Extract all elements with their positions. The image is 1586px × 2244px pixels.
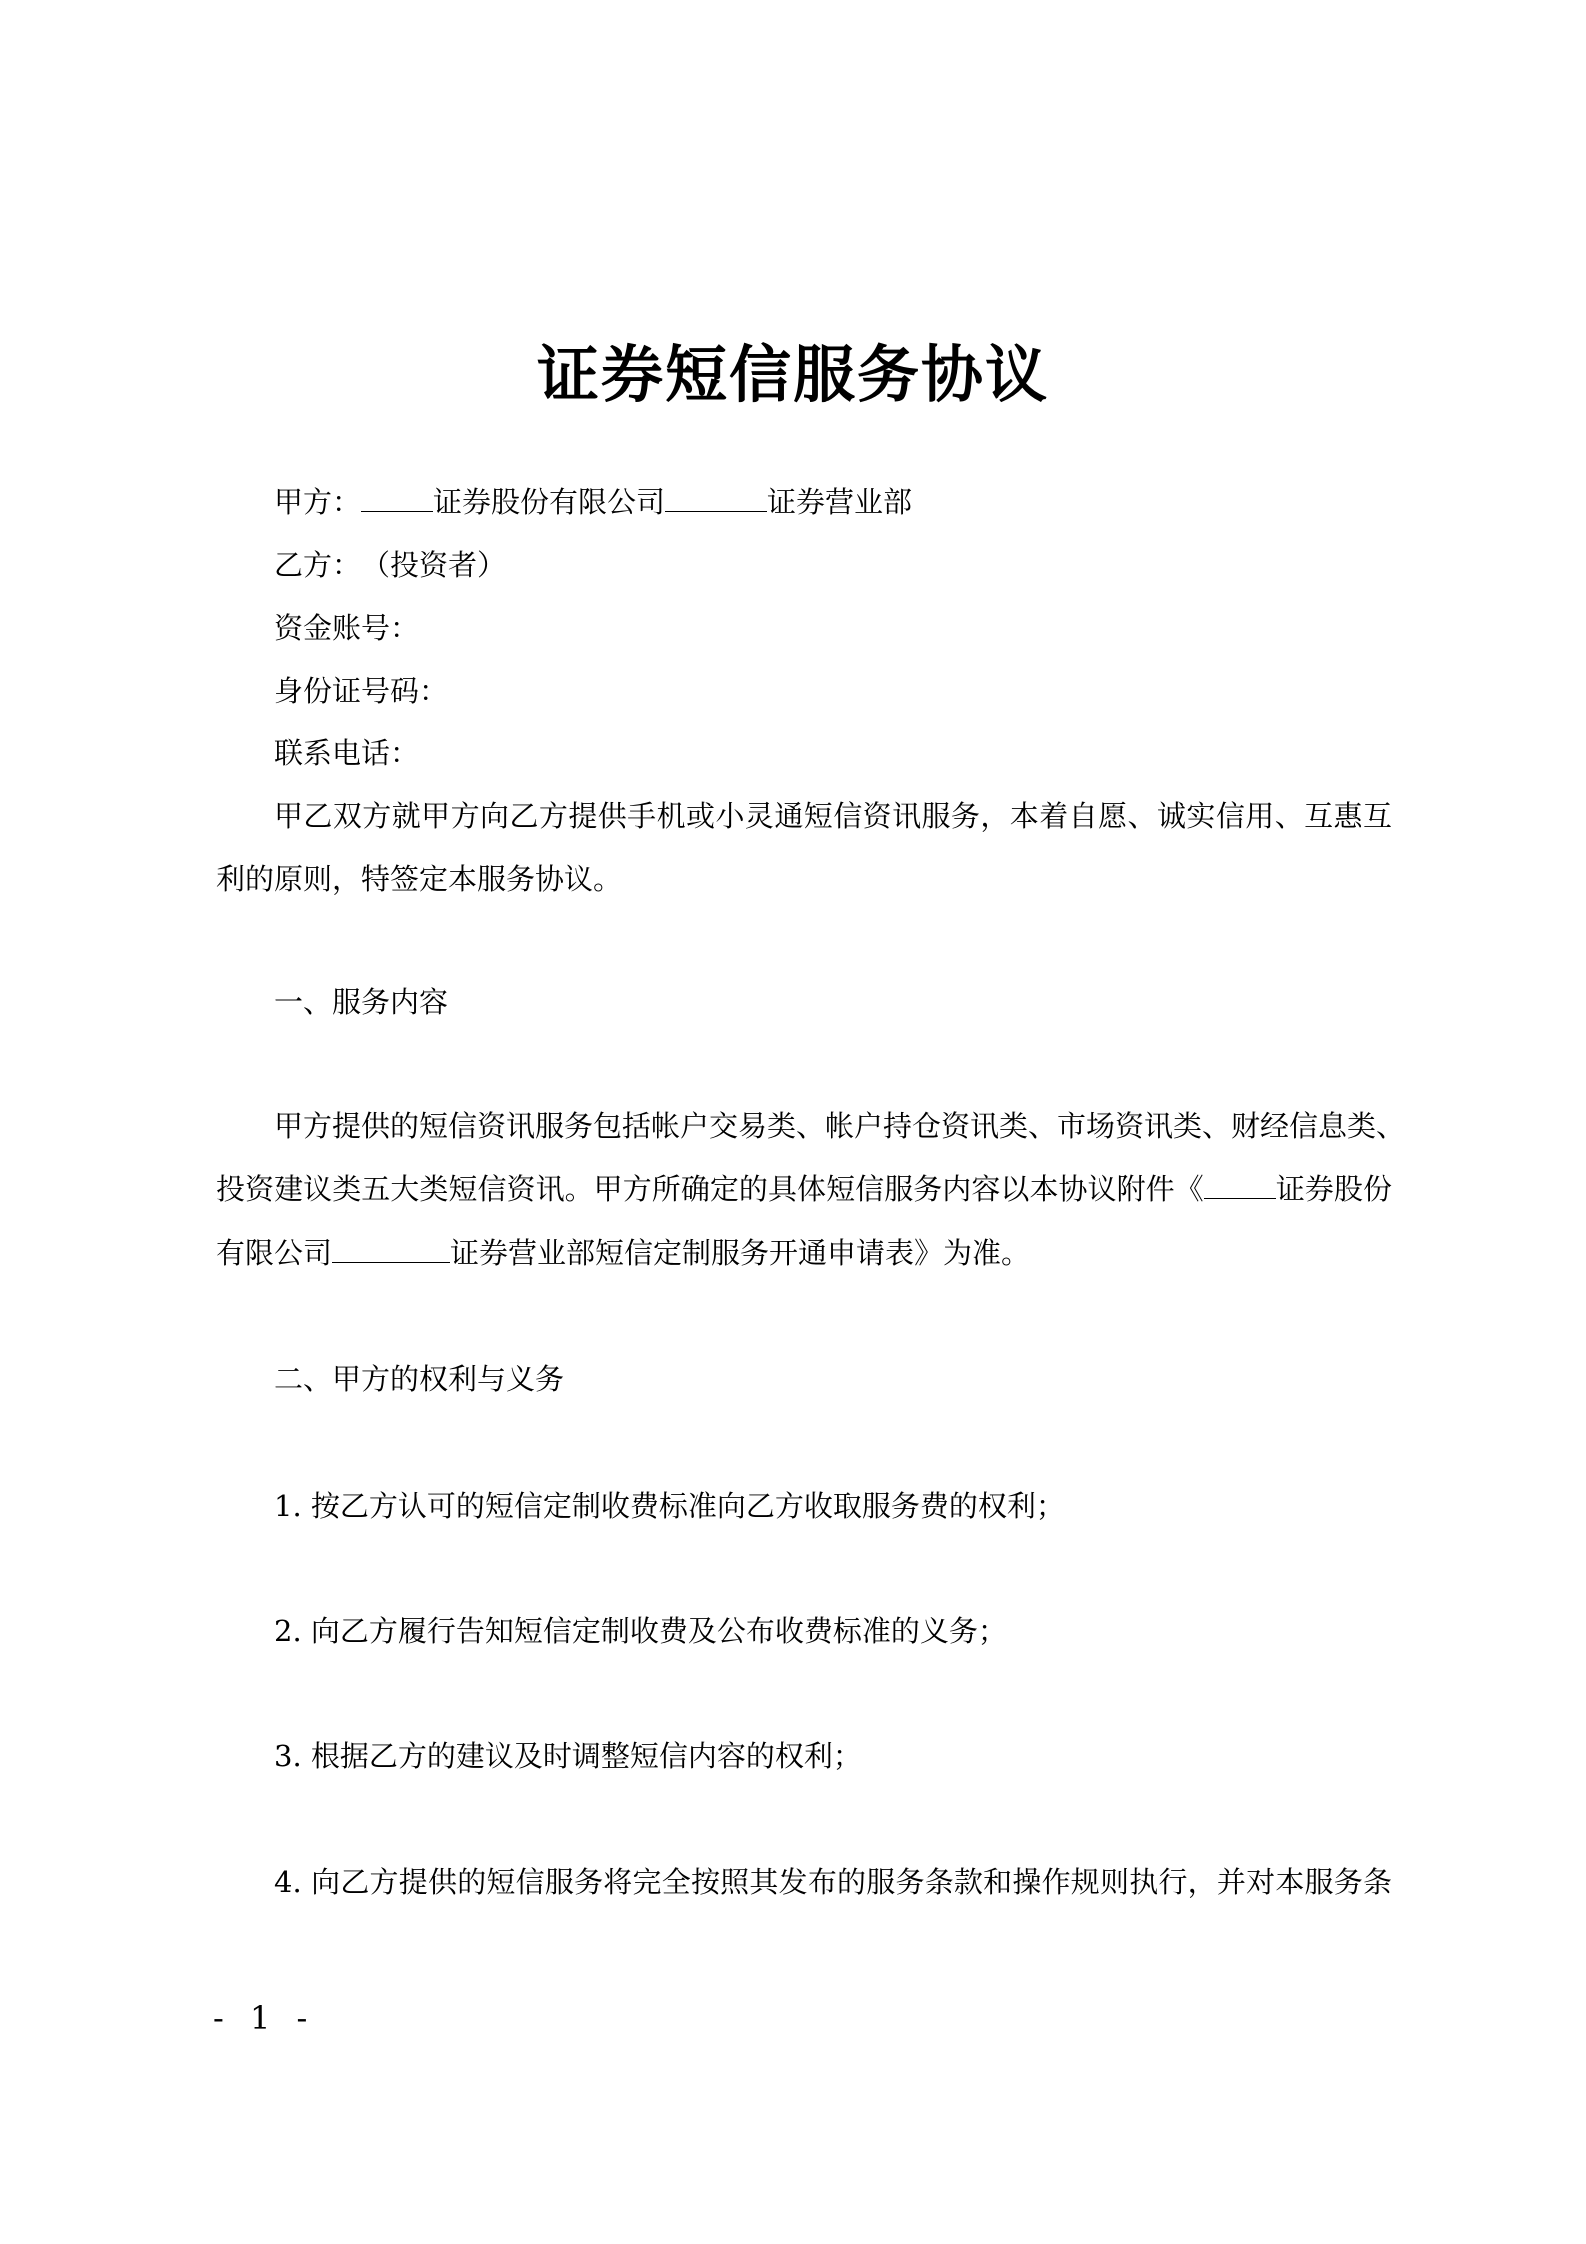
party-a-label: 甲方： <box>274 485 362 519</box>
section-heading: 二、甲方的权利与义务 <box>274 1362 565 1396</box>
blank-field <box>1204 1174 1276 1199</box>
phone-line: 联系电话： <box>274 736 420 770</box>
intro-line: 甲乙双方就甲方向乙方提供手机或小灵通短信资讯服务，本着自愿、诚实信用、互惠互 <box>274 799 1392 833</box>
document-title: 证券短信服务协议 <box>536 338 1049 411</box>
list-item: 4. 向乙方提供的短信服务将完全按照其发布的服务条款和操作规则执行，并对本服务条 <box>274 1865 1392 1899</box>
blank-field <box>665 487 767 512</box>
paragraph-text: 投资建议类五大类短信资讯。甲方所确定的具体短信服务内容以本协议附件《 <box>216 1172 1204 1206</box>
blank-field <box>361 487 433 512</box>
list-item: 2. 向乙方履行告知短信定制收费及公布收费标准的义务； <box>274 1614 1007 1648</box>
paragraph-text: 有限公司 <box>216 1236 333 1270</box>
paragraph-text: 证券营业部短信定制服务开通申请表》为准。 <box>450 1236 1031 1270</box>
account-line: 资金账号： <box>274 611 420 645</box>
blank-field <box>332 1238 450 1263</box>
list-item: 1. 按乙方认可的短信定制收费标准向乙方收取服务费的权利； <box>274 1489 1065 1523</box>
party-b-line: 乙方： （投资者） <box>274 548 507 582</box>
party-a-company: 证券股份有限公司 <box>433 485 666 519</box>
id-number-line: 身份证号码： <box>274 674 449 708</box>
list-item: 3. 根据乙方的建议及时调整短信内容的权利； <box>274 1739 862 1773</box>
section-heading: 一、服务内容 <box>274 985 449 1019</box>
party-a-line <box>216 482 1392 522</box>
page-number: - 1 - <box>213 1999 316 2037</box>
paragraph-line <box>216 1169 1392 1209</box>
party-a-branch: 证券营业部 <box>767 485 913 519</box>
paragraph-line <box>216 1233 1392 1273</box>
paragraph-line: 甲方提供的短信资讯服务包括帐户交易类、帐户持仓资讯类、市场资讯类、财经信息类、 <box>274 1109 1406 1143</box>
intro-line: 利的原则，特签定本服务协议。 <box>216 862 623 896</box>
paragraph-text: 证券股份 <box>1275 1172 1392 1206</box>
